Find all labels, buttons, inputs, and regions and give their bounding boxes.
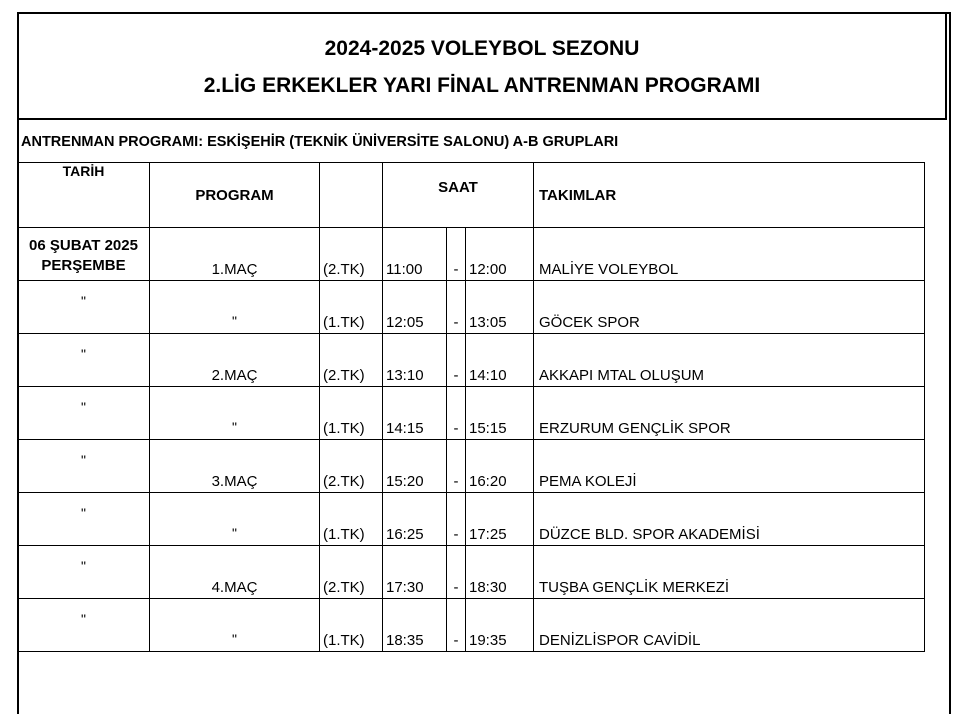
program-cell: " xyxy=(150,599,320,652)
column-header-program: PROGRAM xyxy=(150,163,320,228)
tk-cell: (1.TK) xyxy=(320,493,383,546)
team-cell: TUŞBA GENÇLİK MERKEZİ xyxy=(534,546,925,599)
date-cell: " xyxy=(18,546,150,599)
tk-cell: (2.TK) xyxy=(320,440,383,493)
date-cell: " xyxy=(18,387,150,440)
schedule-table xyxy=(17,162,925,652)
date-cell: " xyxy=(18,440,150,493)
table-row xyxy=(18,387,925,440)
dash-cell: - xyxy=(447,493,466,546)
dash-cell: - xyxy=(447,228,466,281)
title-box xyxy=(17,12,947,120)
column-header-teams: TAKIMLAR xyxy=(534,163,925,228)
program-cell: " xyxy=(150,387,320,440)
program-cell: 3.MAÇ xyxy=(150,440,320,493)
dash-cell: - xyxy=(447,546,466,599)
end-time-cell: 14:10 xyxy=(466,334,534,387)
column-header-time: SAAT xyxy=(383,163,534,228)
tk-cell: (1.TK) xyxy=(320,281,383,334)
tk-cell: (1.TK) xyxy=(320,387,383,440)
start-time-cell: 14:15 xyxy=(383,387,447,440)
location-subheader: ANTRENMAN PROGRAMI: ESKİŞEHİR (TEKNİK ÜNİVERSİTE SALONU) A-B GRUPLARI xyxy=(21,134,619,150)
program-cell: 2.MAÇ xyxy=(150,334,320,387)
dash-cell: - xyxy=(447,281,466,334)
program-cell: " xyxy=(150,281,320,334)
end-time-cell: 13:05 xyxy=(466,281,534,334)
table-row xyxy=(18,440,925,493)
end-time-cell: 18:30 xyxy=(466,546,534,599)
table-header-row xyxy=(18,163,925,228)
weekday-value: PERŞEMBE xyxy=(41,257,126,274)
program-cell: " xyxy=(150,493,320,546)
date-cell xyxy=(18,228,150,281)
table-row xyxy=(18,546,925,599)
team-cell: ERZURUM GENÇLİK SPOR xyxy=(534,387,925,440)
program-cell: 1.MAÇ xyxy=(150,228,320,281)
date-cell: " xyxy=(18,281,150,334)
dash-cell: - xyxy=(447,599,466,652)
start-time-cell: 17:30 xyxy=(383,546,447,599)
date-value: 06 ŞUBAT 2025 xyxy=(29,237,138,254)
dash-cell: - xyxy=(447,387,466,440)
team-cell: MALİYE VOLEYBOL xyxy=(534,228,925,281)
team-cell: DÜZCE BLD. SPOR AKADEMİSİ xyxy=(534,493,925,546)
team-cell: PEMA KOLEJİ xyxy=(534,440,925,493)
end-time-cell: 16:20 xyxy=(466,440,534,493)
tk-cell: (2.TK) xyxy=(320,546,383,599)
dash-cell: - xyxy=(447,334,466,387)
table-row xyxy=(18,599,925,652)
table-row xyxy=(18,228,925,281)
tk-cell: (1.TK) xyxy=(320,599,383,652)
start-time-cell: 15:20 xyxy=(383,440,447,493)
team-cell: GÖCEK SPOR xyxy=(534,281,925,334)
table-row xyxy=(18,493,925,546)
start-time-cell: 12:05 xyxy=(383,281,447,334)
column-header-tk xyxy=(320,163,383,228)
start-time-cell: 18:35 xyxy=(383,599,447,652)
title-program: 2.LİG ERKEKLER YARI FİNAL ANTRENMAN PROGRAMI xyxy=(203,74,761,97)
date-cell: " xyxy=(18,493,150,546)
table-row xyxy=(18,334,925,387)
end-time-cell: 19:35 xyxy=(466,599,534,652)
title-season: 2024-2025 VOLEYBOL SEZONU xyxy=(324,37,640,60)
end-time-cell: 17:25 xyxy=(466,493,534,546)
end-time-cell: 12:00 xyxy=(466,228,534,281)
end-time-cell: 15:15 xyxy=(466,387,534,440)
dash-cell: - xyxy=(447,440,466,493)
start-time-cell: 16:25 xyxy=(383,493,447,546)
column-header-date: TARİH xyxy=(18,163,150,228)
team-cell: DENİZLİSPOR CAVİDİL xyxy=(534,599,925,652)
team-cell: AKKAPI MTAL OLUŞUM xyxy=(534,334,925,387)
date-cell: " xyxy=(18,334,150,387)
tk-cell: (2.TK) xyxy=(320,334,383,387)
tk-cell: (2.TK) xyxy=(320,228,383,281)
date-cell: " xyxy=(18,599,150,652)
start-time-cell: 13:10 xyxy=(383,334,447,387)
program-cell: 4.MAÇ xyxy=(150,546,320,599)
table-row xyxy=(18,281,925,334)
start-time-cell: 11:00 xyxy=(383,228,447,281)
